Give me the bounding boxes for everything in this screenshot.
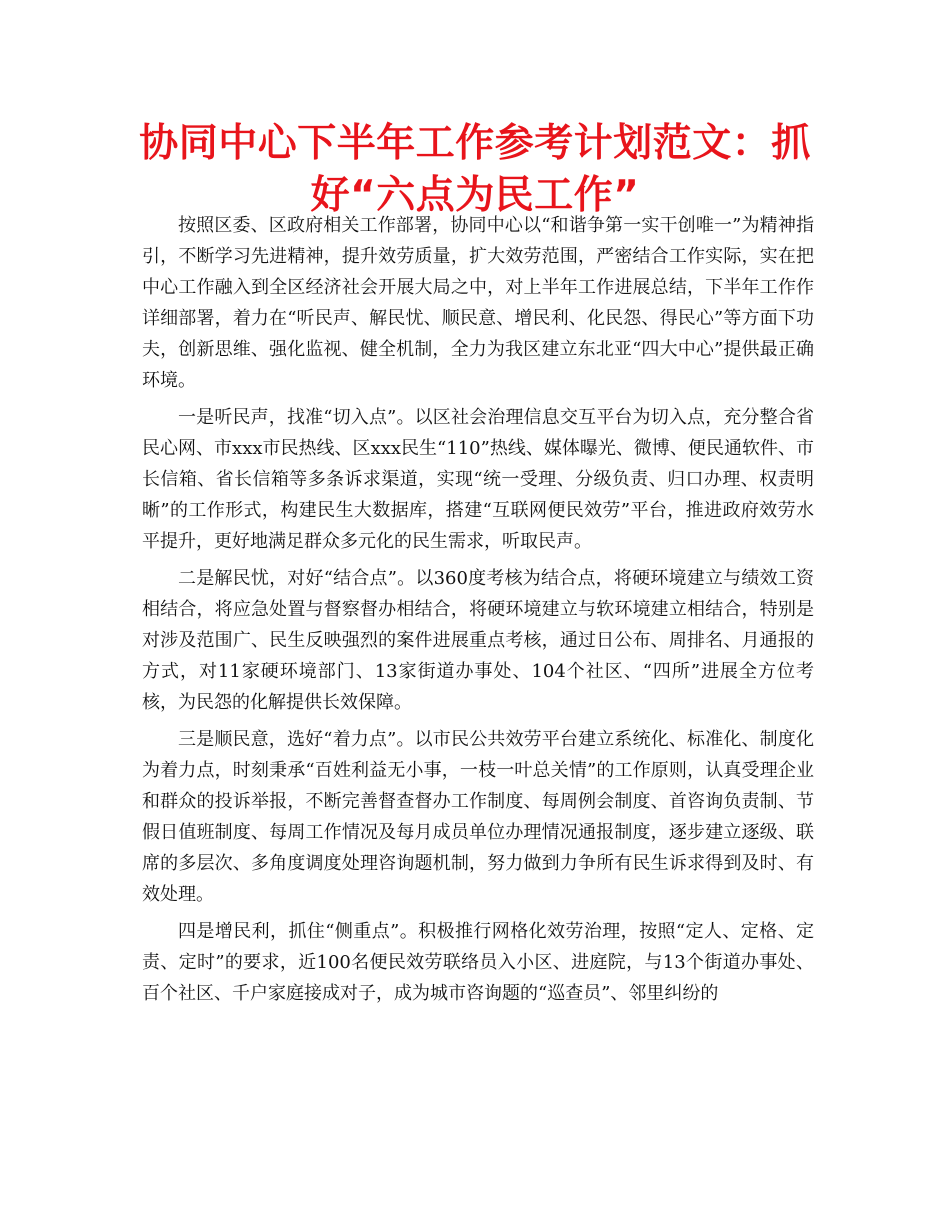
- paragraph-increase-benefit: 四是增民利，抓住“侧重点”。积极推行网格化效劳治理，按照“定人、定格、定责、定时”的要求，近100名便民效劳联络员入小区、进庭院，与13个街道办事处、百个社区、千户家庭接成对子，成为城市咨询题的“巡查员”、邻里纠纷的: [142, 921, 814, 1004]
- document-body: [142, 210, 814, 1015]
- paragraph-resolve-worries: 二是解民忧，对好“结合点”。以360度考核为结合点，将硬环境建立与绩效工资相结合，将应急处置与督察督办相结合，将硬环境建立与软环境建立相结合，特别是对涉及范围广、民生反映强烈的案件进展重点考核，通过日公布、周排名、月通报的方式，对11家硬环境部门、13家街道办事处、104个社区、“四所”进展全方位考核，为民怨的化解提供长效保障。: [142, 568, 814, 713]
- paragraph-follow-will: 三是顺民意，选好“着力点”。以市民公共效劳平台建立系统化、标准化、制度化为着力点，时刻秉承“百姓利益无小事，一枝一叶总关情”的工作原则，认真受理企业和群众的投诉举报，不断完善督查督办工作制度、每周例会制度、首咨询负责制、节假日值班制度、每周工作情况及每月成员单位办理情况通报制度，逐步建立逐级、联席的多层次、多角度调度处理咨询题机制，努力做到力争所有民生诉求得到及时、有效处理。: [142, 729, 814, 905]
- document-title: 协同中心下半年工作参考计划范文：抓好“六点为民工作”: [139, 121, 811, 218]
- paragraph-listen-voice: 一是听民声，找准“切入点”。以区社会治理信息交互平台为切入点，充分整合省民心网、市xxx市民热线、区xxx民生“110”热线、媒体曝光、微博、便民通软件、市长信箱、省长信箱等多条诉求渠道，实现“统一受理、分级负责、归口办理、权责明晰”的工作形式，构建民生大数据库，搭建“互联网便民效劳”平台，推进政府效劳水平提升，更好地满足群众多元化的民生需求，听取民声。: [142, 407, 814, 552]
- paragraph-intro: 按照区委、区政府相关工作部署，协同中心以“和谐争第一实干创唯一”为精神指引，不断学习先进精神，提升效劳质量，扩大效劳范围，严密结合工作实际，实在把中心工作融入到全区经济社会开展大局之中，对上半年工作进展总结，下半年工作作详细部署，着力在“听民声、解民忧、顺民意、增民利、化民怨、得民心”等方面下功夫，创新思维、强化监视、健全机制，全力为我区建立东北亚“四大中心”提供最正确环境。: [142, 215, 814, 391]
